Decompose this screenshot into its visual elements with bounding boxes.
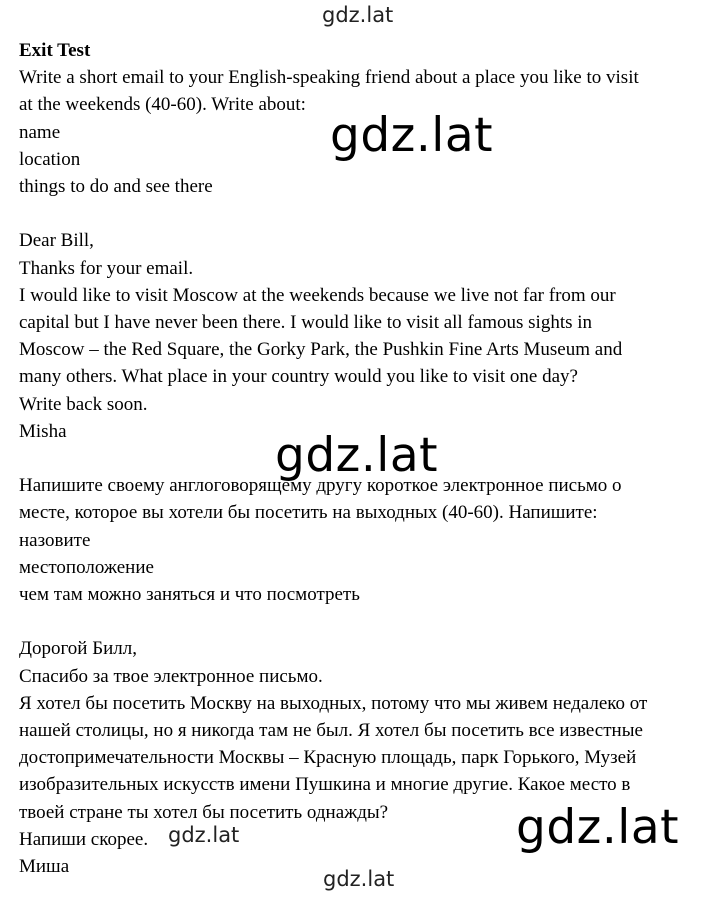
paragraph-gap bbox=[19, 200, 709, 227]
email-body-line: many others. What place in your country would you like to visit one day? bbox=[19, 366, 578, 388]
watermark-large: gdz.lat bbox=[275, 428, 439, 483]
email-body-line-ru: изобразительных искусств имени Пушкина и многие другие. Какое место в bbox=[19, 774, 631, 796]
email-thanks-ru: Спасибо за твое электронное письмо. bbox=[19, 665, 323, 687]
instruction-line-ru: месте, которое вы хотели бы посетить на выходных (40-60). Напишите: bbox=[19, 502, 598, 524]
instruction-line-ru: Напишите своему англоговорящему другу короткое электронное письмо о bbox=[19, 475, 622, 497]
watermark-small: gdz.lat bbox=[168, 823, 240, 847]
email-closing-ru: Напиши скорее. bbox=[19, 828, 149, 850]
watermark-large: gdz.lat bbox=[516, 800, 680, 855]
list-item: location bbox=[19, 148, 81, 170]
instruction-line: Write a short email to your English-speaking friend about a place you like to visit bbox=[19, 67, 639, 89]
email-body-line-ru: твоей стране ты хотел бы посетить однажды? bbox=[19, 801, 389, 823]
email-body-line-ru: Я хотел бы посетить Москву на выходных, потому что мы живем недалеко от bbox=[19, 692, 648, 714]
watermark-large: gdz.lat bbox=[330, 108, 494, 163]
list-item-ru: местоположение bbox=[19, 556, 154, 578]
email-body-line: I would like to visit Moscow at the weekends because we live not far from our bbox=[19, 284, 616, 306]
email-body-line-ru: нашей столицы, но я никогда там не был. Я хотел бы посетить все известные bbox=[19, 720, 643, 742]
list-item: things to do and see there bbox=[19, 176, 213, 198]
email-body-line: Moscow – the Red Square, the Gorky Park, the Pushkin Fine Arts Museum and bbox=[19, 339, 623, 361]
list-item: name bbox=[19, 121, 61, 143]
instruction-line: at the weekends (40-60). Write about: bbox=[19, 94, 306, 116]
list-item-ru: назовите bbox=[19, 529, 91, 551]
email-body-line: capital but I have never been there. I would like to visit all famous sights in bbox=[19, 312, 593, 334]
page-title: Exit Test bbox=[19, 40, 91, 61]
paragraph-gap bbox=[19, 608, 709, 635]
email-greeting: Dear Bill, bbox=[19, 230, 94, 252]
email-closing: Write back soon. bbox=[19, 393, 148, 415]
list-item-ru: чем там можно заняться и что посмотреть bbox=[19, 584, 360, 606]
email-thanks: Thanks for your email. bbox=[19, 257, 194, 279]
watermark-top: gdz.lat bbox=[322, 3, 394, 27]
email-greeting-ru: Дорогой Билл, bbox=[19, 638, 137, 660]
watermark-footer: gdz.lat bbox=[323, 867, 395, 891]
email-body-line-ru: достопримечательности Москвы – Красную площадь, парк Горького, Музей bbox=[19, 747, 637, 769]
email-signature-ru: Миша bbox=[19, 856, 70, 878]
email-signature: Misha bbox=[19, 420, 67, 442]
